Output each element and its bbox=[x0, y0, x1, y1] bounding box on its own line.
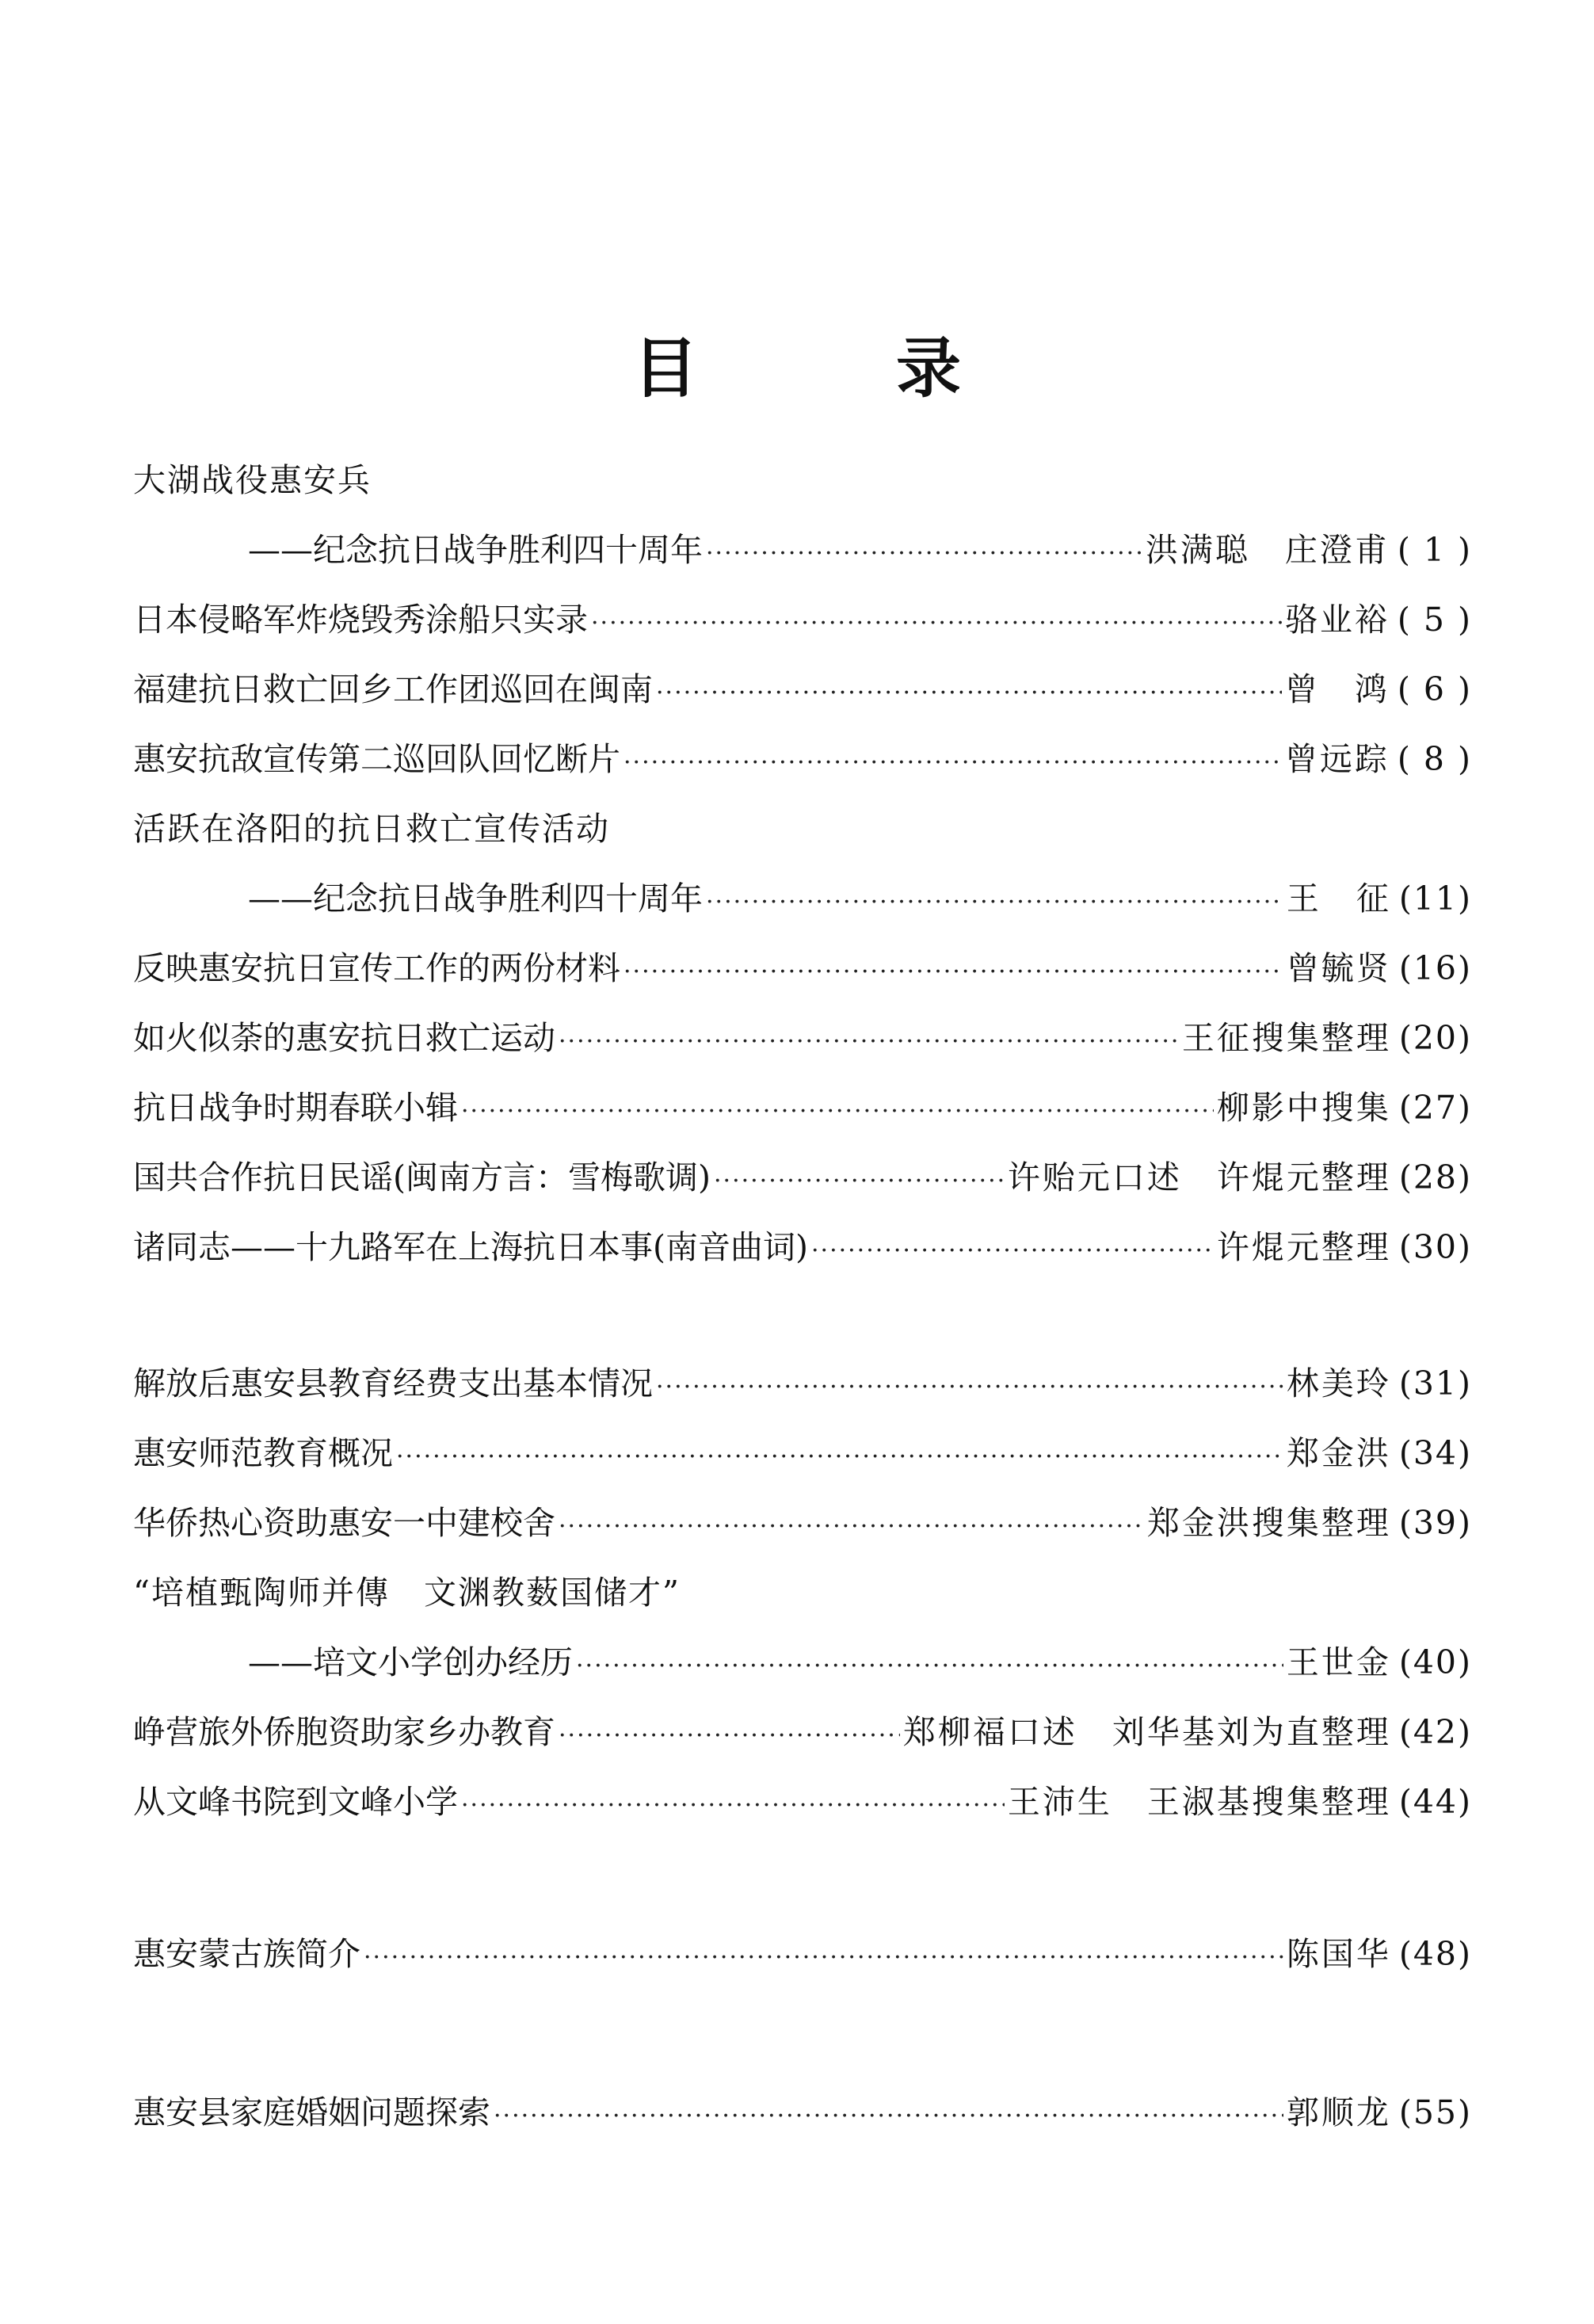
toc-entry bbox=[133, 1360, 1472, 1407]
toc-entry bbox=[133, 1930, 1472, 1978]
entry-author: 骆业裕 bbox=[1284, 601, 1390, 639]
entry-title: 解放后惠安县教育经费支出基本情况 bbox=[133, 1364, 653, 1402]
entry-author: 郑柳福口述 刘华基刘为直整理 bbox=[902, 1713, 1391, 1751]
entry-author: 曾 鸿 bbox=[1284, 670, 1390, 708]
entry-author: 陈国华 bbox=[1286, 1935, 1391, 1973]
entry-title: 如火似荼的惠安抗日救亡运动 bbox=[133, 1019, 555, 1057]
toc-entry bbox=[133, 805, 1472, 853]
toc-entry bbox=[133, 596, 1472, 643]
toc-entry bbox=[133, 1639, 1472, 1686]
dot-leader bbox=[494, 2093, 1283, 2140]
toc-entry bbox=[133, 1084, 1472, 1131]
entry-title: 惠安师范教育概况 bbox=[133, 1434, 393, 1472]
toc-entry bbox=[133, 2089, 1472, 2136]
entry-author: 王征搜集整理 bbox=[1181, 1019, 1391, 1057]
entry-title: 从文峰书院到文峰小学 bbox=[133, 1783, 458, 1821]
toc-entry bbox=[133, 735, 1472, 783]
entry-author: 柳影中搜集 bbox=[1216, 1089, 1391, 1127]
dot-leader bbox=[714, 1158, 1005, 1205]
entry-author: 王沛生 王淑基搜集整理 bbox=[1007, 1783, 1391, 1821]
entry-title: 诸同志——十九路军在上海抗日本事(南音曲词) bbox=[133, 1228, 808, 1266]
toc-entry bbox=[133, 1429, 1472, 1477]
title-char-1: 目 bbox=[632, 331, 698, 406]
dot-leader bbox=[559, 1503, 1144, 1551]
toc-entry bbox=[133, 666, 1472, 713]
entry-title: 华侨热心资助惠安一中建校舍 bbox=[133, 1504, 555, 1542]
entry-author: 郑金洪 bbox=[1286, 1434, 1391, 1472]
entry-page: ( 8 ) bbox=[1397, 740, 1472, 778]
dot-leader bbox=[706, 879, 1283, 926]
entry-author: 王世金 bbox=[1286, 1643, 1391, 1681]
title-char-2: 录 bbox=[896, 331, 962, 406]
dot-leader bbox=[461, 1782, 1005, 1830]
entry-author: 曾远踪 bbox=[1284, 740, 1390, 778]
toc-entry bbox=[133, 875, 1472, 922]
entry-title: 抗日战争时期春联小辑 bbox=[133, 1089, 458, 1127]
dot-leader bbox=[656, 1364, 1283, 1411]
entry-page: (55) bbox=[1398, 2093, 1472, 2131]
entry-title: ——纪念抗日战争胜利四十周年 bbox=[248, 880, 703, 918]
entry-title: 国共合作抗日民谣(闽南方言：雪梅歌调) bbox=[133, 1158, 711, 1196]
dot-leader bbox=[623, 948, 1283, 996]
entry-author: 许焜元整理 bbox=[1216, 1228, 1391, 1266]
entry-page: (42) bbox=[1398, 1713, 1472, 1751]
dot-leader bbox=[576, 1643, 1283, 1690]
entry-title: 惠安县家庭婚姻问题探索 bbox=[133, 2093, 490, 2131]
entry-title: 大湖战役惠安兵 bbox=[133, 461, 372, 499]
entry-author: 许贻元口述 许焜元整理 bbox=[1007, 1158, 1391, 1196]
toc-entry bbox=[133, 944, 1472, 992]
entry-title: 活跃在洛阳的抗日救亡宣传活动 bbox=[133, 810, 610, 848]
entry-page: (28) bbox=[1398, 1158, 1472, 1196]
entry-title: “培植甄陶师并傳 文渊教薮国储才” bbox=[133, 1574, 681, 1612]
entry-title: 惠安抗敌宣传第二巡回队回忆断片 bbox=[133, 740, 620, 778]
entry-page: (30) bbox=[1398, 1228, 1472, 1266]
toc-entry bbox=[133, 1014, 1472, 1062]
toc-entry bbox=[133, 1223, 1472, 1271]
page-title bbox=[0, 317, 1594, 410]
entry-page: (34) bbox=[1398, 1434, 1472, 1472]
entry-author: 曾毓贤 bbox=[1286, 949, 1391, 987]
toc-entry bbox=[133, 526, 1472, 574]
toc-entry bbox=[133, 1708, 1472, 1756]
entry-title: 峥营旅外侨胞资助家乡办教育 bbox=[133, 1713, 555, 1751]
dot-leader bbox=[706, 530, 1142, 578]
entry-page: (27) bbox=[1398, 1089, 1472, 1127]
entry-page: (20) bbox=[1398, 1019, 1472, 1057]
entry-author: 郑金洪搜集整理 bbox=[1146, 1504, 1391, 1542]
dot-leader bbox=[559, 1018, 1179, 1066]
entry-page: (31) bbox=[1398, 1364, 1472, 1402]
entry-page: (39) bbox=[1398, 1504, 1472, 1542]
entry-page: (48) bbox=[1398, 1935, 1472, 1973]
dot-leader bbox=[656, 670, 1282, 717]
entry-page: (40) bbox=[1398, 1643, 1472, 1681]
dot-leader bbox=[623, 739, 1282, 787]
entry-title: 惠安蒙古族简介 bbox=[133, 1935, 360, 1973]
dot-leader bbox=[461, 1088, 1214, 1135]
entry-author: 郭顺龙 bbox=[1286, 2093, 1391, 2131]
dot-leader bbox=[364, 1934, 1283, 1982]
entry-author: 林美玲 bbox=[1286, 1364, 1391, 1402]
entry-page: ( 5 ) bbox=[1397, 601, 1472, 639]
entry-title: 反映惠安抗日宣传工作的两份材料 bbox=[133, 949, 620, 987]
toc-entry bbox=[133, 1778, 1472, 1826]
dot-leader bbox=[559, 1712, 900, 1760]
dot-leader bbox=[811, 1227, 1214, 1275]
entry-page: (11) bbox=[1398, 880, 1472, 918]
entry-title: 日本侵略军炸烧毁秀涂船只实录 bbox=[133, 601, 588, 639]
dot-leader bbox=[591, 600, 1282, 647]
entry-page: (16) bbox=[1398, 949, 1472, 987]
entry-page: ( 1 ) bbox=[1397, 531, 1472, 569]
toc-entry bbox=[133, 1499, 1472, 1547]
entry-page: ( 6 ) bbox=[1397, 670, 1472, 708]
entry-author: 王 征 bbox=[1286, 880, 1391, 918]
dot-leader bbox=[396, 1433, 1283, 1481]
toc-entry bbox=[133, 1154, 1472, 1201]
entry-title: ——培文小学创办经历 bbox=[248, 1643, 573, 1681]
toc-entry bbox=[133, 456, 1472, 504]
entry-page: (44) bbox=[1398, 1783, 1472, 1821]
entry-author: 洪满聪 庄澄甫 bbox=[1145, 531, 1390, 569]
entry-title: ——纪念抗日战争胜利四十周年 bbox=[248, 531, 703, 569]
toc-entry bbox=[133, 1569, 1472, 1616]
entry-title: 福建抗日救亡回乡工作团巡回在闽南 bbox=[133, 670, 653, 708]
